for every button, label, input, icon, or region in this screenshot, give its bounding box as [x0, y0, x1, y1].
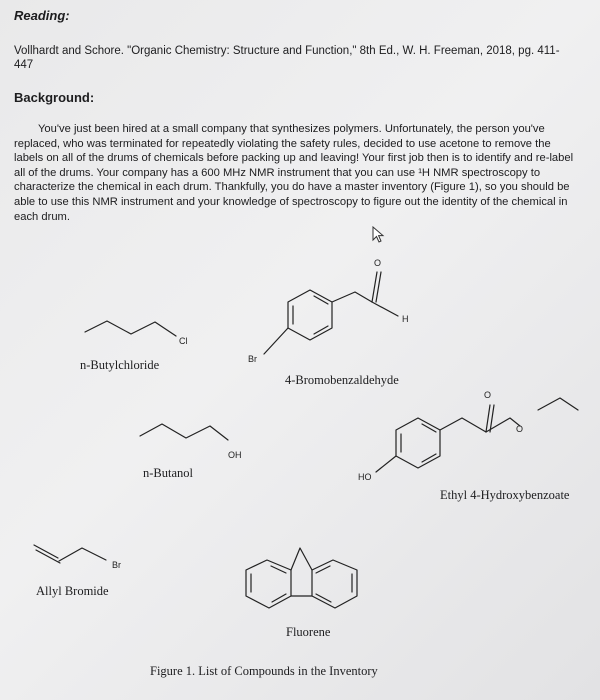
- fluorene-structure: [246, 548, 357, 608]
- figure-caption: Figure 1. List of Compounds in the Inventory: [150, 664, 378, 678]
- ester-o-atom-label: O: [516, 424, 524, 434]
- butanol-structure: [140, 424, 242, 460]
- allyl-bromide-structure: [34, 545, 121, 570]
- br-atom-label: Br: [248, 354, 257, 364]
- cl-atom-label: Cl: [179, 336, 188, 346]
- carbonyl-o-atom-label: O: [484, 390, 492, 400]
- background-paragraph: You've just been hired at a small company that synthesizes polymers. Unfortunately, the person you've replaced, who was terminated for repeatedly violating the safety rules, decided to use acetone to remove the labels on all of the drums of chemicals before packing up and leaving! Your first job then is to identify and re-label all of the drums. Your company has a 600 MHz NMR instrument that you can use ¹H NMR spectroscopy to characterize the chemical in each drum. Thankfully, you do have a master inventory (Figure 1), so you should be able to use this NMR instrument and your knowledge of spectroscopy to figure out the identity of the chemical in each drum.: [14, 123, 574, 223]
- citation-line-1: Vollhardt and Schore. "Organic Chemistry: Structure and Function," 8th Ed., W. H. Freeman, 2018, pg. 411-: [14, 45, 560, 57]
- citation-line-2: 447: [14, 59, 34, 71]
- allyl-br-atom-label: Br: [112, 560, 121, 570]
- bromobenzaldehyde-structure: [248, 258, 409, 364]
- o-atom-label: O: [374, 258, 382, 268]
- label-fluorene: Fluorene: [286, 625, 331, 639]
- label-allyl-bromide: Allyl Bromide: [36, 584, 109, 598]
- oh-atom-label: OH: [228, 450, 242, 460]
- background-heading: Background:: [14, 90, 95, 105]
- label-n-butylchloride: n-Butylchloride: [80, 358, 160, 372]
- label-ethyl-4-hydroxybenzoate: Ethyl 4-Hydroxybenzoate: [440, 488, 570, 502]
- reading-heading: Reading:: [14, 8, 70, 23]
- butylchloride-structure: [85, 321, 188, 346]
- ho-atom-label: HO: [358, 472, 372, 482]
- ethyl-hydroxybenzoate-structure: [358, 390, 578, 482]
- label-n-butanol: n-Butanol: [143, 466, 193, 480]
- label-4-bromobenzaldehyde: 4-Bromobenzaldehyde: [285, 373, 399, 387]
- h-atom-label: H: [402, 314, 409, 324]
